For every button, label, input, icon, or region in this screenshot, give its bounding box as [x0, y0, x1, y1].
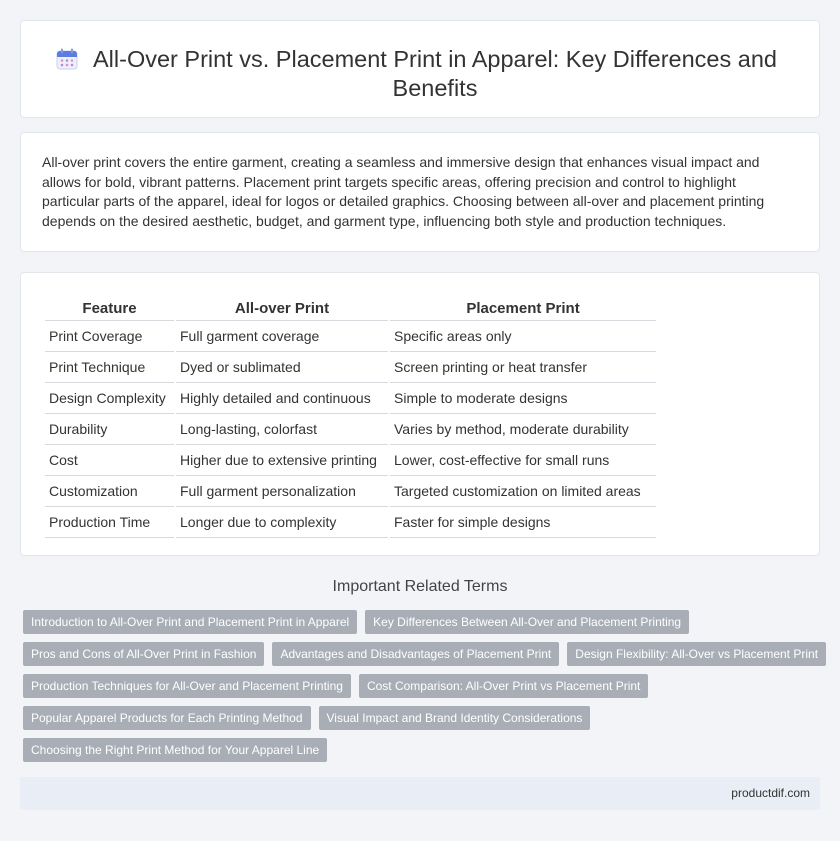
related-term-link[interactable]: Visual Impact and Brand Identity Considerations: [319, 706, 591, 730]
tag-row: [23, 674, 823, 698]
footer-bar: [20, 777, 820, 810]
header-all-over-print: All-over Print: [176, 297, 388, 321]
comparison-card: [20, 272, 820, 556]
placement-cell: Simple to moderate designs: [390, 383, 656, 414]
feature-cell: Design Complexity: [45, 383, 174, 414]
all-over-cell: Higher due to extensive printing: [176, 445, 388, 476]
comparison-table: [43, 297, 658, 538]
related-term-link[interactable]: Popular Apparel Products for Each Printing Method: [23, 706, 311, 730]
table-row: [45, 476, 656, 507]
all-over-cell: Dyed or sublimated: [176, 352, 388, 383]
placement-cell: Varies by method, moderate durability: [390, 414, 656, 445]
tag-row: [23, 738, 823, 762]
table-row: [45, 383, 656, 414]
table-row: [45, 352, 656, 383]
placement-cell: Faster for simple designs: [390, 507, 656, 538]
all-over-cell: Long-lasting, colorfast: [176, 414, 388, 445]
table-header-row: [45, 297, 656, 321]
related-term-link[interactable]: Pros and Cons of All-Over Print in Fashion: [23, 642, 264, 666]
related-term-link[interactable]: Cost Comparison: All-Over Print vs Placement Print: [359, 674, 648, 698]
page-title: All-Over Print vs. Placement Print in Apparel: Key Differences and Benefits: [93, 46, 777, 101]
tag-row: [23, 706, 823, 730]
header-placement-print: Placement Print: [390, 297, 656, 321]
footer-site-name: productdif.com: [731, 786, 810, 800]
table-row: [45, 414, 656, 445]
feature-cell: Customization: [45, 476, 174, 507]
tag-row: [23, 610, 823, 634]
feature-cell: Durability: [45, 414, 174, 445]
table-row: [45, 445, 656, 476]
intro-paragraph: All-over print covers the entire garment, creating a seamless and immersive design that enhances visual impact and allows for bold, vibrant patterns. Placement print targets specific areas, offering precision and control to highlight particular parts of the apparel, ideal for logos or detailed graphics. Choosing between all-over and placement printing depends on the desired aesthetic, budget, and garment type, influencing both style and production techniques.: [42, 154, 765, 229]
feature-cell: Production Time: [45, 507, 174, 538]
related-term-link[interactable]: Key Differences Between All-Over and Placement Printing: [365, 610, 689, 634]
tag-row: [23, 642, 823, 666]
placement-cell: Targeted customization on limited areas: [390, 476, 656, 507]
all-over-cell: Highly detailed and continuous: [176, 383, 388, 414]
feature-cell: Cost: [45, 445, 174, 476]
related-terms-title: Important Related Terms: [332, 578, 508, 595]
related-term-link[interactable]: Design Flexibility: All-Over vs Placement Print: [567, 642, 826, 666]
all-over-cell: Full garment coverage: [176, 321, 388, 352]
table-row: [45, 321, 656, 352]
table-row: [45, 507, 656, 538]
related-term-link[interactable]: Production Techniques for All-Over and Placement Printing: [23, 674, 351, 698]
related-term-link[interactable]: Choosing the Right Print Method for Your Apparel Line: [23, 738, 327, 762]
all-over-cell: Full garment personalization: [176, 476, 388, 507]
all-over-cell: Longer due to complexity: [176, 507, 388, 538]
feature-cell: Print Technique: [45, 352, 174, 383]
related-terms-list: [23, 610, 823, 770]
intro-card: [20, 132, 820, 252]
header-card: [20, 20, 820, 118]
related-term-link[interactable]: Advantages and Disadvantages of Placement Print: [272, 642, 559, 666]
related-term-link[interactable]: Introduction to All-Over Print and Placement Print in Apparel: [23, 610, 357, 634]
placement-cell: Specific areas only: [390, 321, 656, 352]
header-feature: Feature: [45, 297, 174, 321]
placement-cell: Lower, cost-effective for small runs: [390, 445, 656, 476]
feature-cell: Print Coverage: [45, 321, 174, 352]
placement-cell: Screen printing or heat transfer: [390, 352, 656, 383]
